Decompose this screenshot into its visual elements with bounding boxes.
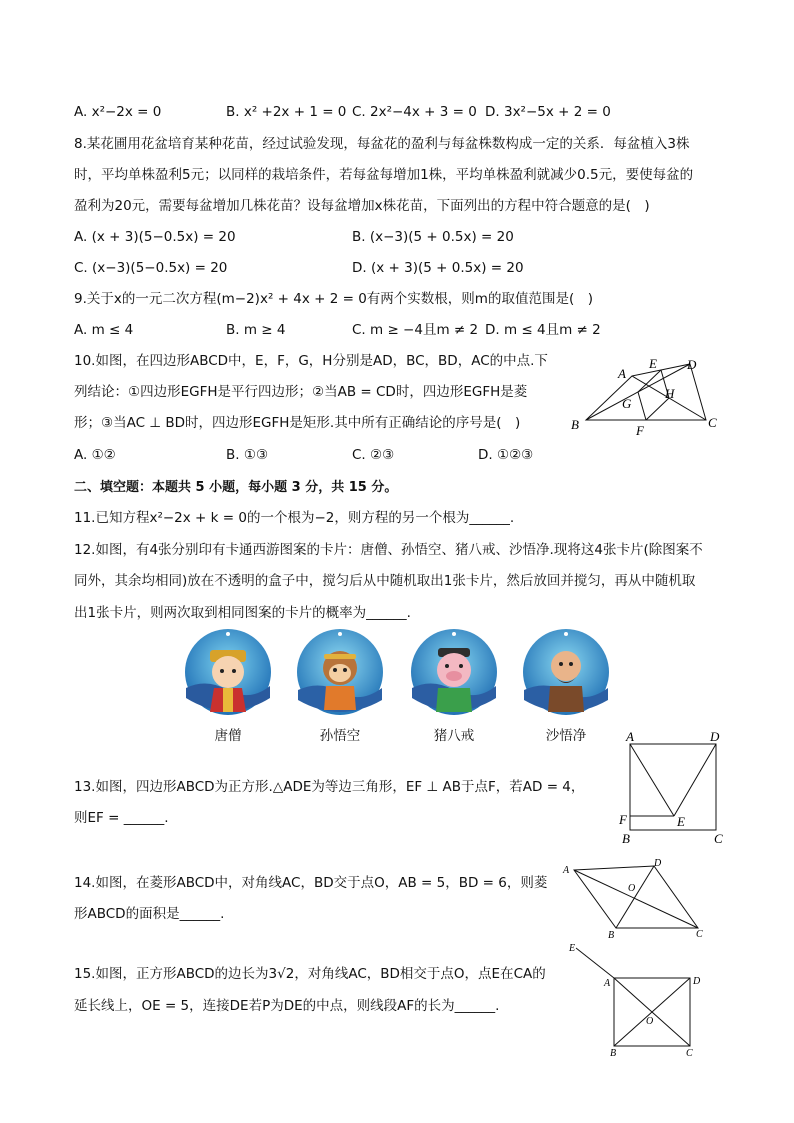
q9-option-c: C. m ≥ −4且m ≠ 2	[352, 322, 479, 338]
card-caption-zhubajie: 猪八戒	[433, 728, 475, 744]
card-caption-shawujing: 沙悟净	[545, 728, 587, 744]
q13-label-e: E	[677, 814, 685, 829]
q15-line-1: 15.如图，正方形ABCD的边长为3√2，对角线AC，BD相交于点O，点E在CA的	[74, 966, 546, 982]
q13-label-b: B	[622, 831, 630, 846]
q10-line-1: 10.如图，在四边形ABCD中，E，F，G，H分别是AD，BC，BD，AC的中点.下	[74, 353, 548, 369]
card-zhubajie	[410, 628, 498, 720]
q7-option-a: A. x²−2x = 0	[74, 104, 162, 120]
q15-label-c: C	[686, 1048, 693, 1059]
card-caption-tangseng: 唐僧	[214, 728, 242, 744]
q12-line-2: 同外，其余均相同)放在不透明的盒子中，搅匀后从中随机取出1张卡片，然后放回并搅匀，再从中随机取	[74, 573, 696, 589]
q13-line-1: 13.如图，四边形ABCD为正方形.△ADE为等边三角形，EF ⊥ AB于点F，若AD = 4，	[74, 779, 585, 795]
q9-option-b: B. m ≥ 4	[226, 322, 286, 338]
q10-option-d: D. ①②③	[478, 447, 534, 463]
q10-option-a: A. ①②	[74, 447, 116, 463]
q11-line: 11.已知方程x²−2x + k = 0的一个根为−2，则方程的另一个根为______.	[74, 510, 515, 526]
card-sunwukong	[296, 628, 384, 720]
q10-option-c: C. ②③	[352, 447, 395, 463]
q15-label-d: D	[693, 976, 701, 987]
q8-line-1: 8.某花圃用花盆培育某种花苗，经过试验发现，每盆花的盈利与每盆株数构成一定的关系．每盆植入3株	[74, 136, 690, 152]
q9-option-d: D. m ≤ 4且m ≠ 2	[485, 322, 601, 338]
q10-line-2: 列结论：①四边形EGFH是平行四边形；②当AB = CD时，四边形EGFH是菱	[74, 384, 528, 400]
q10-figure	[566, 354, 726, 439]
q13-label-d: D	[710, 729, 720, 744]
q10-label-f: F	[636, 423, 644, 438]
q13-figure	[614, 728, 732, 848]
q14-figure	[560, 856, 720, 940]
q15-label-o: O	[646, 1016, 654, 1027]
q14-label-o: O	[628, 883, 636, 894]
q15-figure	[562, 940, 712, 1060]
q10-option-b: B. ①③	[226, 447, 269, 463]
q15-label-b: B	[610, 1048, 617, 1059]
q10-label-g: G	[622, 396, 632, 411]
q14-label-c: C	[696, 929, 703, 940]
q14-label-d: D	[654, 858, 662, 869]
q13-label-f: F	[619, 812, 627, 827]
q15-line-2: 延长线上，OE = 5，连接DE若P为DE的中点，则线段AF的长为______.	[74, 998, 500, 1014]
q13-label-c: C	[714, 831, 723, 846]
q7-option-c: C. 2x²−4x + 3 = 0	[352, 104, 477, 120]
card-shawujing	[522, 628, 610, 720]
q10-label-e: E	[649, 356, 657, 371]
section-2-heading: 二、填空题：本题共 5 小题，每小题 3 分，共 15 分。	[74, 480, 398, 495]
q13-label-a: A	[626, 729, 634, 744]
q10-label-d: D	[687, 357, 697, 372]
q10-label-a: A	[618, 366, 626, 381]
q10-line-3: 形；③当AC ⊥ BD时，四边形EGFH是矩形.其中所有正确结论的序号是( )	[74, 415, 521, 431]
card-caption-sunwukong: 孙悟空	[319, 728, 361, 744]
q10-label-c: C	[708, 415, 717, 430]
q8-option-c: C. (x−3)(5−0.5x) = 20	[74, 260, 228, 276]
q10-label-b: B	[571, 417, 579, 432]
q14-line-2: 形ABCD的面积是______.	[74, 906, 225, 922]
q12-line-3: 出1张卡片，则两次取到相同图案的卡片的概率为______.	[74, 605, 411, 621]
q13-line-2: 则EF = ______.	[74, 810, 169, 826]
q8-line-2: 时，平均单株盈利5元；以同样的栽培条件，若每盆每增加1株，平均单株盈利就减少0.5元，要使每盆的	[74, 167, 694, 183]
q14-label-a: A	[563, 865, 570, 876]
q10-label-h: H	[665, 386, 675, 401]
q7-option-b: B. x² +2x + 1 = 0	[226, 104, 347, 120]
q12-line-1: 12.如图，有4张分别印有卡通西游图案的卡片：唐僧、孙悟空、猪八戒、沙悟净.现将这4张卡片(除图案不	[74, 542, 703, 558]
q15-label-a: A	[604, 978, 611, 989]
q9-line: 9.关于x的一元二次方程(m−2)x² + 4x + 2 = 0有两个实数根，则m的取值范围是( )	[74, 291, 593, 307]
q8-option-b: B. (x−3)(5 + 0.5x) = 20	[352, 229, 514, 245]
q14-line-1: 14.如图，在菱形ABCD中，对角线AC，BD交于点O，AB = 5，BD = 6，则菱	[74, 875, 548, 891]
card-tangseng	[184, 628, 272, 720]
q9-option-a: A. m ≤ 4	[74, 322, 134, 338]
q8-option-a: A. (x + 3)(5−0.5x) = 20	[74, 229, 236, 245]
q14-label-b: B	[608, 930, 615, 940]
q7-option-d: D. 3x²−5x + 2 = 0	[485, 104, 611, 120]
q15-label-e: E	[569, 943, 576, 954]
q8-option-d: D. (x + 3)(5 + 0.5x) = 20	[352, 260, 524, 276]
q8-line-3: 盈利为20元，需要每盆增加几株花苗？设每盆增加x株花苗，下面列出的方程中符合题意的是( )	[74, 198, 650, 214]
